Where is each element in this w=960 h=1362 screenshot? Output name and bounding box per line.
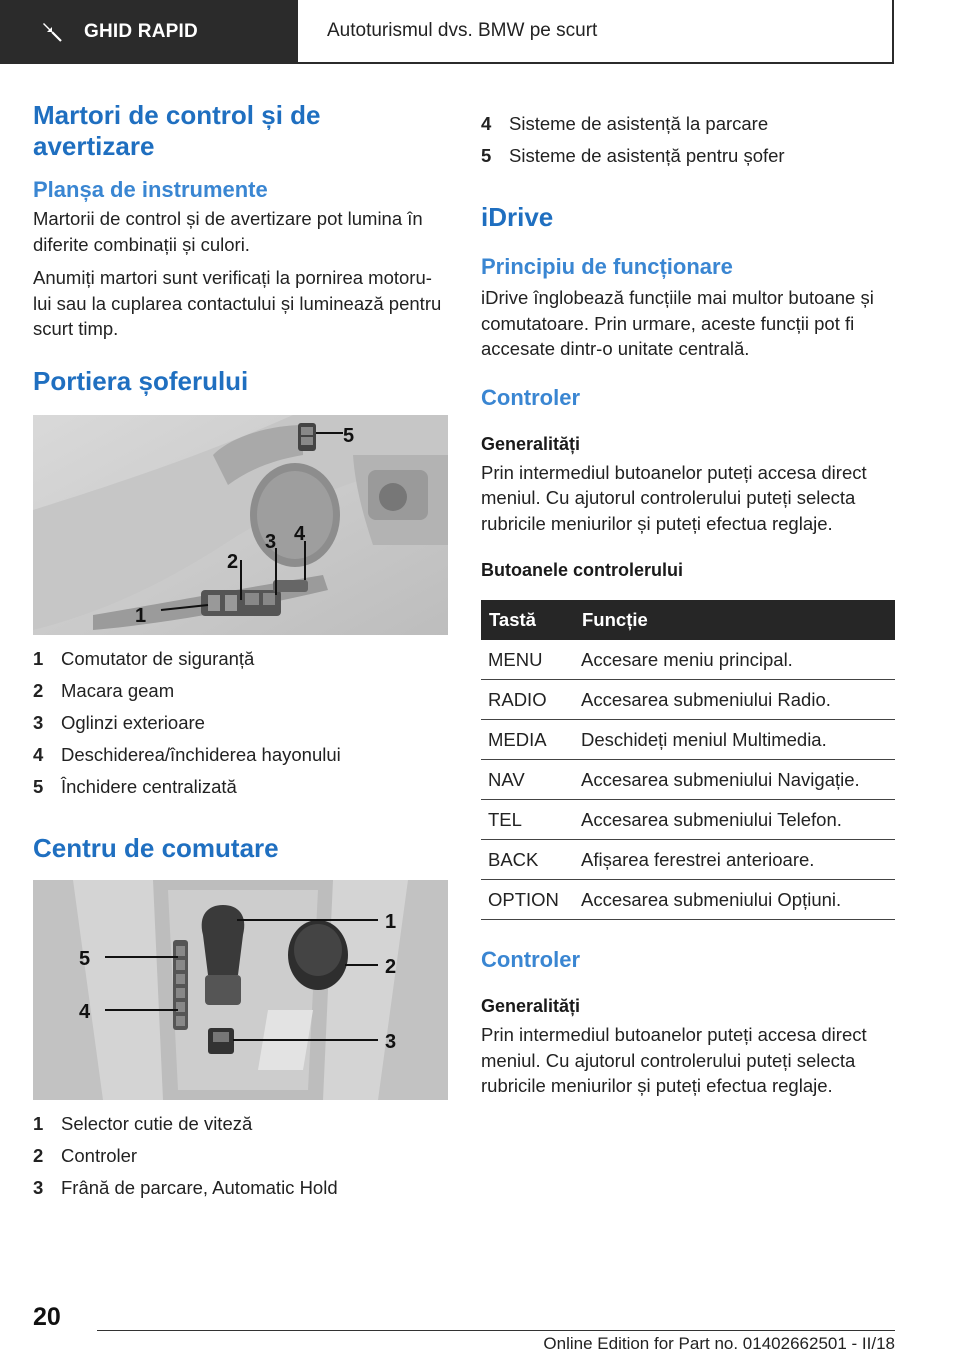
paragraph-warning-check: Anumiți martori sunt verificați la pornirea motoru-lui sau la cuplarea contactului și luminează pentru scurt timp.	[33, 267, 442, 339]
table-row: BACK Afișarea ferestrei anterioare.	[481, 840, 895, 880]
door-legend	[33, 643, 448, 803]
heading-general: Generalități	[481, 433, 581, 454]
list-item: 4 Deschiderea/închiderea hayonului	[33, 743, 341, 765]
center-console-photo	[33, 880, 448, 1100]
heading-controller-buttons: Butoanele controlerului	[481, 560, 684, 580]
paragraph-general-2: Prin intermediul butoanelor puteți accesa direct meniul. Cu ajutorul controlerului puteți selecta rubricile meniurilor și puteți efectua reglaje.	[481, 1024, 867, 1096]
heading-idrive: iDrive	[481, 202, 554, 232]
table-row: NAV Accesarea submeniului Navigație.	[481, 760, 895, 800]
list-item: 3 Oglinzi exterioare	[33, 711, 205, 733]
header-subtitle: Autoturismul dvs. BMW pe scurt	[312, 0, 894, 64]
list-item: 1 Selector cutie de viteză	[33, 1112, 253, 1134]
table-row: RADIO Accesarea submeniului Radio.	[481, 680, 895, 720]
console-callout-3: 3	[385, 1030, 397, 1053]
list-item: 2 Macara geam	[33, 679, 175, 701]
list-item: 4 Sisteme de asistență la parcare	[481, 113, 769, 134]
left-column	[33, 100, 448, 1204]
paragraph-warning-lights: Martorii de control și de avertizare pot lumina în diferite combinații și culori.	[33, 208, 423, 255]
heading-general-2: Generalități	[481, 996, 581, 1016]
heading-center-console: Centru de comutare	[33, 832, 279, 863]
page-number: 20	[33, 1303, 61, 1331]
quick-guide-icon	[40, 20, 64, 44]
console-callout-1: 1	[385, 910, 397, 933]
table-row: TEL Accesarea submeniului Telefon.	[481, 800, 895, 840]
list-item: 3 Frână de parcare, Automatic Hold	[33, 1176, 338, 1198]
heading-warning-lights: Martori de control și de avertizare	[33, 100, 321, 161]
controller-buttons-table	[481, 600, 895, 920]
door-callout-3: 3	[265, 530, 277, 553]
table-row: MEDIA Deschideți meniul Multimedia.	[481, 720, 895, 760]
heading-controller: Controler	[481, 384, 580, 410]
paragraph-general: Prin intermediul butoanelor puteți accesa direct meniul. Cu ajutorul controlerului puteți selecta rubricile meniurilor și puteți efectua reglaje.	[481, 461, 867, 534]
heading-driver-door: Portiera șoferului	[33, 365, 249, 396]
table-row: MENU Accesare meniu principal.	[481, 640, 895, 680]
header-tab[interactable]	[0, 0, 298, 64]
door-callout-1: 1	[135, 604, 147, 627]
console-legend-continued	[481, 108, 895, 172]
console-legend	[33, 1108, 448, 1204]
door-callout-2: 2	[227, 550, 239, 573]
list-item: 1 Comutator de siguranță	[33, 647, 255, 669]
console-callout-2: 2	[385, 955, 397, 978]
footer-edition: Online Edition for Part no. 01402662501 - II/18	[543, 1334, 895, 1353]
console-callout-5: 5	[79, 947, 91, 970]
list-item: 5 Sisteme de asistență pentru șofer	[481, 145, 785, 166]
column-header-key: Tastă	[481, 600, 574, 640]
footer-divider	[97, 1330, 895, 1331]
console-callout-4: 4	[79, 1000, 91, 1023]
heading-instrument-panel: Planșa de instrumente	[33, 177, 268, 202]
heading-controller-2: Controler	[481, 947, 580, 972]
table-row: OPTION Accesarea submeniului Opțiuni.	[481, 880, 895, 920]
table-header-row	[481, 600, 895, 640]
header-tab-label: GHID RAPID	[84, 21, 198, 42]
door-callout-5: 5	[343, 424, 355, 447]
column-header-function: Funcție	[574, 600, 895, 640]
paragraph-principle: iDrive înglobează funcțiile mai multor butoane și comutatoare. Prin urmare, aceste funcții pot fi accesate dintr-o unitate centrală.	[481, 287, 874, 359]
header-divider	[298, 0, 312, 64]
driver-door-photo	[33, 415, 448, 635]
door-callout-4: 4	[294, 522, 306, 545]
heading-operating-principle: Principiu de funcționare	[481, 254, 733, 279]
list-item: 5 Închidere centralizată	[33, 775, 237, 797]
list-item: 2 Controler	[33, 1144, 138, 1166]
right-column	[481, 108, 895, 1099]
